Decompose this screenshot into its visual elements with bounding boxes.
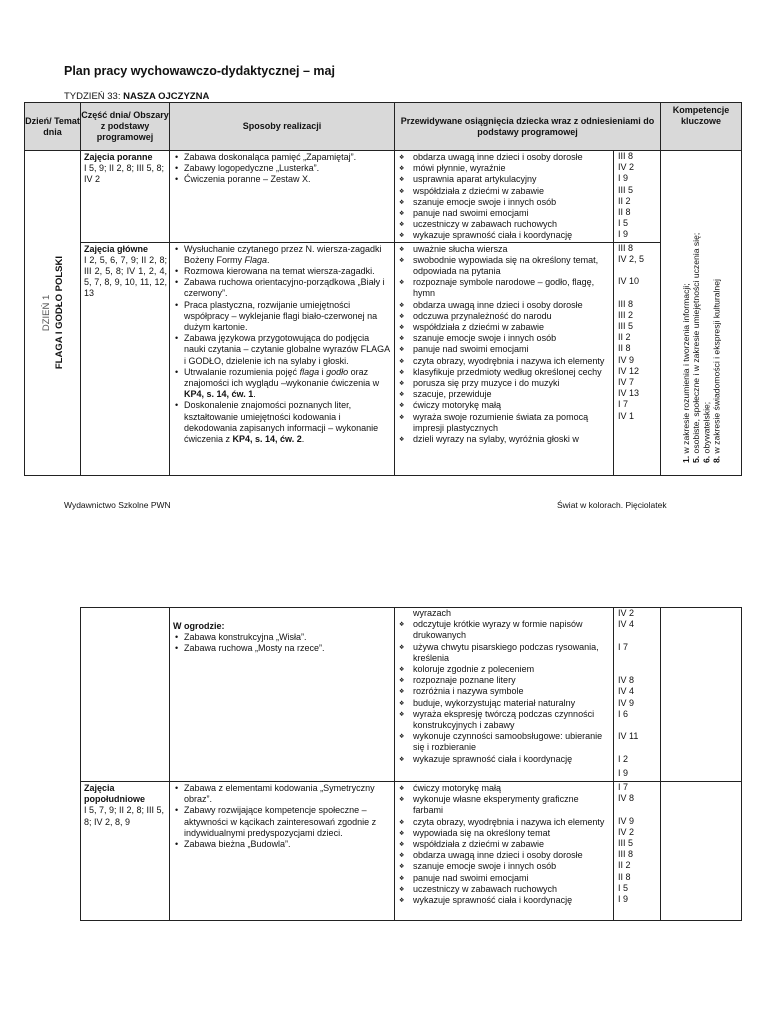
- competence-item: [691, 163, 701, 463]
- outcome-item: ❖ uczestniczy w zabawach ruchowych: [395, 219, 611, 230]
- outcome-code: IV 2: [618, 608, 635, 618]
- outcome-item: ❖ swobodnie wypowiada się na określony temat, odpowiada na pytania: [395, 255, 611, 277]
- part-title: Zajęcia główne: [84, 243, 149, 254]
- methods-cell: [170, 242, 395, 475]
- method-text: Zabawa językowa przygotowująca do podjęcia nauki czytania – czytanie globalne wyrazów FLAGA i GODŁO, dzielenie ich na sylaby i głoski.: [184, 333, 390, 366]
- outcome-code: III 5: [618, 184, 634, 195]
- method-italic: flaga: [299, 366, 320, 377]
- method-text: .: [253, 389, 256, 400]
- method-item: [173, 367, 392, 401]
- table-row: [25, 151, 742, 243]
- outcome-item: ❖ koloruje zgodnie z poleceniem: [395, 664, 611, 675]
- outcome-code: II 8: [618, 871, 631, 882]
- outcome-code: I 7: [618, 399, 629, 410]
- week-name: NASZA OJCZYZNA: [123, 91, 210, 102]
- plan-table-page-1: [24, 102, 742, 476]
- method-item: • Zabawa konstrukcyjna „Wisła”.: [173, 632, 392, 643]
- outcome-code: I 5: [618, 882, 629, 893]
- part-title: Zajęcia poranne: [84, 152, 153, 162]
- method-text: .: [301, 434, 305, 445]
- outcome-item: ❖ ćwiczy motorykę małą: [395, 400, 611, 411]
- outcome-item: ❖ mówi płynnie, wyraźnie: [395, 163, 611, 174]
- competence-number: 1.: [680, 455, 691, 463]
- method-item: • Zabawa ruchowa „Mosty na rzece”.: [173, 643, 392, 654]
- outcome-item: ❖ uważnie słucha wiersza: [395, 244, 611, 255]
- outcome-code: II 2: [618, 332, 631, 343]
- outcome-item: ❖ szanuje emocje swoje i innych osób: [395, 333, 611, 344]
- outcomes-list: [395, 244, 611, 446]
- outcome-item: ❖ wykazuje sprawność ciała i koordynację: [395, 230, 611, 241]
- method-text: oraz znajomości ich wyglądu –wykonanie ćwiczenia w: [184, 366, 380, 389]
- outcome-code: I 5: [618, 218, 629, 229]
- outcome-code: IV 12: [618, 365, 640, 376]
- outcome-code: I 9: [618, 173, 629, 184]
- week-prefix: TYDZIEŃ 33:: [64, 91, 124, 102]
- outcome-item: ❖ używa chwytu pisarskiego podczas rysowania, kreślenia: [395, 642, 611, 664]
- outcome-item: ❖ usprawnia aparat artykulacyjny: [395, 174, 611, 185]
- outcomes-cell: [395, 242, 614, 475]
- outcome-code: IV 9: [618, 354, 635, 365]
- outcome-code: III 8: [618, 849, 634, 860]
- method-bold-ref: KP4, s. 14, ćw. 1: [184, 389, 254, 400]
- outcome-item: ❖ współdziała z dziećmi w zabawie: [395, 839, 611, 850]
- codes-cell: [614, 151, 661, 243]
- outcomes-cell: [395, 151, 614, 243]
- method-item: • Zabawy logopedyczne „Lusterka”.: [173, 163, 392, 174]
- plan-table-page-2: [80, 607, 742, 921]
- outcome-code: III 8: [618, 298, 634, 309]
- outcome-code: I 6: [618, 708, 629, 719]
- method-text: Wysłuchanie czytanego przez N. wiersza-zagadki Bożeny Formy: [184, 243, 382, 265]
- outcome-item: ❖ szanuje emocje swoje i innych osób: [395, 861, 611, 872]
- outcome-item: wyrazach: [413, 608, 452, 618]
- part-title: Zajęcia popołudniowe: [84, 783, 145, 805]
- part-codes: I 5, 9; II 2, 8; III 5, 8; IV 2: [84, 163, 165, 185]
- competence-text: w zakresie świadomości i ekspresji kulturalnej: [711, 278, 722, 456]
- page-title: Plan pracy wychowawczo-dydaktycznej – maj: [64, 64, 335, 78]
- outcomes-list: [395, 783, 611, 906]
- method-item: [173, 300, 392, 334]
- method-item: • Ćwiczenia poranne – Zestaw X.: [173, 174, 392, 185]
- outcome-code: III 5: [618, 838, 634, 849]
- method-text: Zabawa ruchowa orientacyjno-porządkowa „Biały i czerwony”.: [184, 277, 385, 299]
- method-text: Praca plastyczna, rozwijanie umiejętności współpracy – wyklejanie flagi biało-czerwonej na dużym kartonie.: [184, 299, 378, 333]
- part-codes: I 5, 7, 9; II 2, 8; III 5, 8; IV 2, 8, 9: [84, 805, 165, 827]
- outcome-code: IV 13: [618, 388, 640, 399]
- methods-cell: [170, 608, 395, 782]
- outcome-item: ❖ obdarza uwagą inne dzieci i osoby dorosłe: [395, 850, 611, 861]
- competence-item: [701, 163, 711, 463]
- day-theme: FLAGA I GODŁO POLSKI: [53, 256, 65, 370]
- method-bold-ref: KP4, s. 14, ćw. 2: [232, 434, 302, 445]
- method-item: • Zabawa bieżna „Budowla”.: [173, 839, 392, 850]
- outcome-item: ❖ rozróżnia i nazywa symbole: [395, 686, 611, 697]
- table-row: [81, 782, 742, 921]
- outcome-code: III 2: [618, 309, 634, 320]
- codes-cell: [614, 782, 661, 921]
- outcome-item: ❖ wykazuje sprawność ciała i koordynację: [395, 895, 611, 906]
- outcome-item: ❖ wypowiada się na określony temat: [395, 828, 611, 839]
- table-row: [81, 608, 742, 782]
- competence-number: 5.: [690, 455, 701, 463]
- outcome-code: IV 2: [618, 162, 635, 173]
- method-text: .: [267, 254, 270, 265]
- method-item: [173, 244, 392, 266]
- outcome-code: IV 10: [618, 276, 640, 287]
- footer-publisher: Wydawnictwo Szkolne PWN: [64, 500, 171, 510]
- outcome-item: ❖ wyraża swoje rozumienie świata za pomocą impresji plastycznych: [395, 412, 611, 434]
- part-codes: I 2, 5, 6, 7, 9; II 2, 8; III 2, 5, 8; IV 1, 2, 4, 5, 7, 8, 9, 10, 11, 12, 13: [84, 254, 167, 299]
- outcome-item: ❖ wykonuje czynności samoobsługowe: ubieranie się i rozbieranie: [395, 731, 611, 753]
- outcome-item: ❖ klasyfikuje przedmioty według określonej cechy: [395, 367, 611, 378]
- outcome-code: I 7: [618, 782, 629, 792]
- outcome-code: II 2: [618, 195, 631, 206]
- outcome-item: ❖ porusza się przy muzyce i do muzyki: [395, 378, 611, 389]
- competence-text: osobiste, społeczne i w zakresie umiejętności uczenia się;: [690, 232, 701, 456]
- method-item: [173, 266, 392, 277]
- outcome-code: IV 7: [618, 377, 635, 388]
- day-label: DZIEŃ 1: [40, 294, 52, 332]
- outcome-item: ❖ wyraża ekspresję twórczą podczas czynności konstrukcyjnych i zabawy: [395, 709, 611, 731]
- header-methods: Sposoby realizacji: [170, 103, 395, 151]
- table-row: [25, 242, 742, 475]
- method-italic: godło: [326, 366, 349, 377]
- outcome-item: ❖ uczestniczy w zabawach ruchowych: [395, 884, 611, 895]
- outcome-code: IV 9: [618, 697, 635, 708]
- competence-text: obywatelskie;: [701, 401, 712, 456]
- methods-cell: [170, 782, 395, 921]
- competences-cell: [661, 151, 742, 476]
- method-item: • Zabawy rozwijające kompetencje społeczne – aktywności w kącikach zainteresowań zgodnie z indywidualnymi predyspozycjami dzieci.: [173, 805, 392, 839]
- outcome-item: ❖ dzieli wyrazy na sylaby, wyróżnia głoski w: [395, 434, 611, 445]
- method-text: Rozmowa kierowana na temat wiersza-zagadki.: [184, 266, 375, 277]
- outcome-code: I 7: [618, 641, 629, 652]
- competence-item: [681, 163, 691, 463]
- outcome-item: ❖ szacuje, przewiduje: [395, 389, 611, 400]
- competences-cell: [661, 782, 742, 921]
- outcome-item: ❖ panuje nad swoimi emocjami: [395, 208, 611, 219]
- outcome-item: ❖ obdarza uwagą inne dzieci i osoby dorosłe: [395, 300, 611, 311]
- outcomes-cell: [395, 608, 614, 782]
- outcome-item: ❖ panuje nad swoimi emocjami: [395, 873, 611, 884]
- outcome-item: ❖ wykonuje własne eksperymenty graficzne farbami: [395, 794, 611, 816]
- outcome-item: ❖ rozpoznaje poznane litery: [395, 675, 611, 686]
- garden-title: W ogrodzie:: [173, 621, 225, 631]
- outcome-item: ❖ czyta obrazy, wyodrębnia i nazywa ich elementy: [395, 356, 611, 367]
- competence-number: 6.: [701, 455, 712, 463]
- footer-series: Świat w kolorach. Pięciolatek: [557, 500, 667, 510]
- outcomes-list: [395, 152, 611, 242]
- method-text: Doskonalenie znajomości poznanych liter, kształtowanie umiejętności kodowania i dekodowania zapisanych informacji – wykonanie ćwiczenia z: [184, 400, 379, 445]
- methods-list: [173, 783, 392, 850]
- table-header-row: [25, 103, 742, 151]
- methods-cell: [170, 151, 395, 243]
- codes-cell: [614, 608, 661, 782]
- codes-cell: [614, 242, 661, 475]
- competence-text: w zakresie rozumienia i tworzenia informacji;: [680, 283, 691, 456]
- outcome-code: I 9: [618, 894, 629, 905]
- header-part: Część dnia/ Obszary z podstawy programowej: [81, 103, 170, 151]
- outcome-item: ❖ współdziała z dziećmi w zabawie: [395, 186, 611, 197]
- day-theme-cell: [25, 151, 81, 476]
- outcome-item: ❖ współdziała z dziećmi w zabawie: [395, 322, 611, 333]
- outcome-item: ❖ ćwiczy motorykę małą: [395, 783, 611, 794]
- outcome-code: IV 4: [618, 686, 635, 697]
- outcome-code: IV 2: [618, 826, 635, 837]
- header-outcomes: Przewidywane osiągnięcia dziecka wraz z odniesieniami do podstawy programowej: [395, 103, 661, 151]
- method-italic: Flaga: [244, 254, 268, 265]
- outcome-code: IV 8: [618, 793, 635, 804]
- outcome-code: III 5: [618, 321, 634, 332]
- competences-cell: [661, 608, 742, 782]
- competence-number: 8.: [711, 455, 722, 463]
- week-heading: [64, 91, 209, 102]
- outcome-code: IV 9: [618, 815, 635, 826]
- outcomes-list: [395, 608, 611, 765]
- outcome-code: II 8: [618, 343, 631, 354]
- outcome-item: ❖ odczuwa przynależność do narodu: [395, 311, 611, 322]
- method-item: • Zabawa z elementami kodowania „Symetryczny obraz”.: [173, 783, 392, 805]
- methods-list: [173, 632, 392, 654]
- methods-list: [173, 244, 392, 446]
- part-cell: [81, 608, 170, 782]
- part-cell: [81, 242, 170, 475]
- outcome-code: IV 11: [618, 731, 639, 742]
- part-cell: [81, 782, 170, 921]
- outcome-item: ❖ panuje nad swoimi emocjami: [395, 344, 611, 355]
- outcome-item: ❖ szanuje emocje swoje i innych osób: [395, 197, 611, 208]
- outcome-code: IV 2, 5: [618, 253, 645, 264]
- outcome-code: IV 8: [618, 675, 635, 686]
- outcome-code: IV 4: [618, 619, 635, 630]
- outcome-item: ❖ czyta obrazy, wyodrębnia i nazywa ich elementy: [395, 817, 611, 828]
- outcome-code: III 8: [618, 151, 634, 161]
- part-cell: [81, 151, 170, 243]
- method-text: i: [319, 366, 327, 377]
- outcome-item: ❖ rozpoznaje symbole narodowe – godło, flagę, hymn: [395, 277, 611, 299]
- method-text: Utrwalanie rozumienia pojęć: [184, 366, 300, 377]
- outcome-item: ❖ obdarza uwagą inne dzieci i osoby dorosłe: [395, 152, 611, 163]
- outcome-item: ❖ buduje, wykorzystując materiał naturalny: [395, 698, 611, 709]
- method-item: • Zabawa doskonaląca pamięć „Zapamiętaj”.: [173, 152, 392, 163]
- competence-item: [711, 163, 721, 463]
- outcome-code: I 9: [618, 229, 629, 240]
- method-item: [173, 400, 392, 445]
- outcome-code: II 8: [618, 207, 631, 218]
- outcome-code: IV 1: [618, 410, 635, 421]
- outcome-code: III 8: [618, 242, 634, 253]
- outcome-code: II 2: [618, 860, 631, 871]
- outcome-item: ❖ wykazuje sprawność ciała i koordynację: [395, 754, 611, 765]
- outcome-item: ❖ odczytuje krótkie wyrazy w formie napisów drukowanych: [395, 619, 611, 641]
- header-day: Dzień/ Temat dnia: [25, 103, 81, 151]
- outcome-code: I 2: [618, 753, 629, 764]
- method-item: [173, 277, 392, 299]
- method-item: [173, 333, 392, 367]
- outcomes-cell: [395, 782, 614, 921]
- outcome-code: I 9: [618, 768, 629, 778]
- methods-list: [173, 152, 392, 186]
- header-competences: Kompetencje kluczowe: [661, 103, 742, 151]
